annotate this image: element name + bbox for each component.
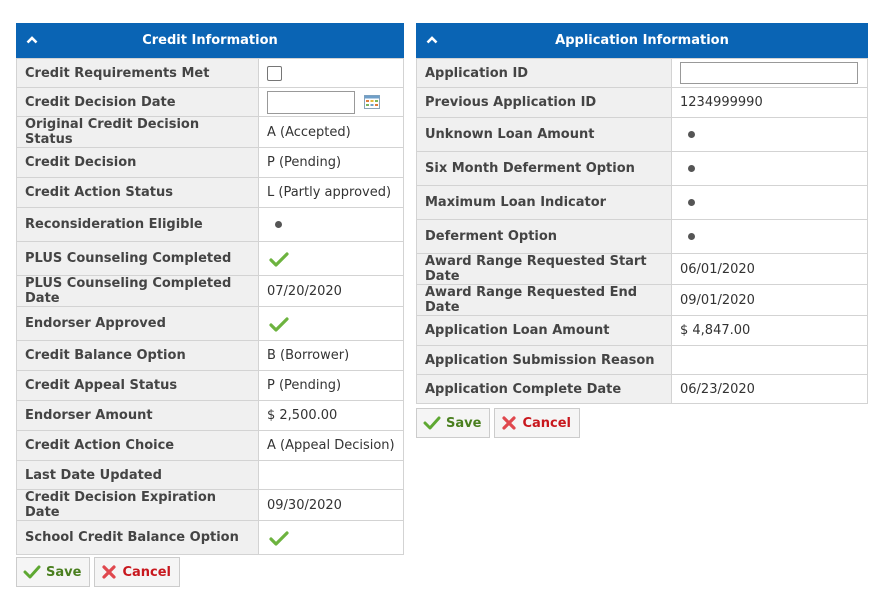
table-row bbox=[17, 341, 404, 371]
application-save-button[interactable] bbox=[416, 408, 490, 438]
row-value bbox=[259, 461, 404, 490]
chevron-up-icon[interactable] bbox=[26, 34, 38, 46]
checkmark-icon bbox=[269, 251, 289, 267]
row-value: $ 4,847.00 bbox=[672, 316, 868, 346]
save-button-label: Save bbox=[446, 415, 482, 431]
row-label: Credit Decision Expiration Date bbox=[17, 490, 259, 521]
cancel-button-label: Cancel bbox=[122, 564, 171, 580]
row-label: PLUS Counseling Completed bbox=[17, 242, 259, 276]
row-value: 07/20/2020 bbox=[259, 276, 404, 307]
table-row bbox=[417, 186, 868, 220]
save-check-icon bbox=[423, 416, 441, 430]
table-row bbox=[17, 401, 404, 431]
table-row bbox=[17, 371, 404, 401]
row-label: Maximum Loan Indicator bbox=[417, 186, 672, 220]
row-label: Reconsideration Eligible bbox=[17, 208, 259, 242]
table-row bbox=[417, 375, 868, 404]
cancel-button-label: Cancel bbox=[522, 415, 571, 431]
table-row bbox=[17, 242, 404, 276]
credit-decision-date-input[interactable] bbox=[267, 91, 355, 114]
row-label: Previous Application ID bbox=[417, 88, 672, 118]
row-label: Credit Appeal Status bbox=[17, 371, 259, 401]
row-label: School Credit Balance Option bbox=[17, 521, 259, 555]
row-label: Endorser Approved bbox=[17, 307, 259, 341]
credit-button-bar bbox=[16, 557, 180, 587]
table-row bbox=[17, 59, 404, 88]
row-label: Six Month Deferment Option bbox=[417, 152, 672, 186]
table-row bbox=[417, 88, 868, 118]
cancel-x-icon bbox=[101, 564, 117, 580]
table-row bbox=[17, 490, 404, 521]
table-row bbox=[417, 316, 868, 346]
table-row bbox=[17, 431, 404, 461]
calendar-icon[interactable] bbox=[364, 95, 380, 109]
row-label: Last Date Updated bbox=[17, 461, 259, 490]
row-value: A (Appeal Decision) bbox=[259, 431, 404, 461]
table-row bbox=[417, 59, 868, 88]
row-label: Endorser Amount bbox=[17, 401, 259, 431]
row-label: Credit Balance Option bbox=[17, 341, 259, 371]
table-row bbox=[417, 285, 868, 316]
checkmark-icon bbox=[269, 530, 289, 546]
table-row bbox=[17, 208, 404, 242]
row-value: 09/01/2020 bbox=[672, 285, 868, 316]
table-row bbox=[17, 276, 404, 307]
credit-cancel-button[interactable] bbox=[94, 557, 180, 587]
checkmark-icon bbox=[269, 316, 289, 332]
application-button-bar bbox=[416, 408, 580, 438]
credit-information-panel bbox=[16, 23, 404, 555]
application-information-panel bbox=[416, 23, 868, 404]
application-id-input[interactable] bbox=[680, 62, 858, 84]
table-row bbox=[417, 118, 868, 152]
table-row bbox=[17, 521, 404, 555]
table-row bbox=[417, 254, 868, 285]
row-value: P (Pending) bbox=[259, 148, 404, 178]
credit-table bbox=[16, 58, 404, 555]
table-row bbox=[17, 307, 404, 341]
row-label: Application Loan Amount bbox=[417, 316, 672, 346]
row-value: P (Pending) bbox=[259, 371, 404, 401]
row-label: Credit Action Status bbox=[17, 178, 259, 208]
dot-icon bbox=[688, 165, 695, 172]
chevron-up-icon[interactable] bbox=[426, 34, 438, 46]
row-value: 06/01/2020 bbox=[672, 254, 868, 285]
row-value: A (Accepted) bbox=[259, 117, 404, 148]
credit-requirements-met-checkbox[interactable] bbox=[267, 66, 282, 81]
credit-save-button[interactable] bbox=[16, 557, 90, 587]
row-label: Credit Decision bbox=[17, 148, 259, 178]
dot-icon bbox=[688, 131, 695, 138]
row-value bbox=[672, 346, 868, 375]
save-check-icon bbox=[23, 565, 41, 579]
application-table bbox=[416, 58, 868, 404]
table-row bbox=[17, 178, 404, 208]
table-row bbox=[17, 461, 404, 490]
row-value: B (Borrower) bbox=[259, 341, 404, 371]
row-label: PLUS Counseling Completed Date bbox=[17, 276, 259, 307]
row-value: 09/30/2020 bbox=[259, 490, 404, 521]
row-label: Credit Decision Date bbox=[17, 88, 259, 117]
dot-icon bbox=[688, 199, 695, 206]
row-label: Application Complete Date bbox=[417, 375, 672, 404]
row-label: Credit Requirements Met bbox=[17, 59, 259, 88]
row-label: Application ID bbox=[417, 59, 672, 88]
credit-panel-title: Credit Information bbox=[142, 33, 278, 48]
table-row bbox=[417, 346, 868, 375]
application-panel-title: Application Information bbox=[555, 33, 729, 48]
row-value: 06/23/2020 bbox=[672, 375, 868, 404]
table-row bbox=[17, 148, 404, 178]
cancel-x-icon bbox=[501, 415, 517, 431]
table-row bbox=[17, 88, 404, 117]
table-row bbox=[417, 220, 868, 254]
row-value: L (Partly approved) bbox=[259, 178, 404, 208]
dot-icon bbox=[275, 221, 282, 228]
application-panel-header[interactable] bbox=[416, 23, 868, 58]
credit-panel-header[interactable] bbox=[16, 23, 404, 58]
row-label: Original Credit Decision Status bbox=[17, 117, 259, 148]
table-row bbox=[417, 152, 868, 186]
row-value: $ 2,500.00 bbox=[259, 401, 404, 431]
row-label: Credit Action Choice bbox=[17, 431, 259, 461]
table-row bbox=[17, 117, 404, 148]
row-label: Deferment Option bbox=[417, 220, 672, 254]
application-cancel-button[interactable] bbox=[494, 408, 580, 438]
row-label: Application Submission Reason bbox=[417, 346, 672, 375]
row-value: 1234999990 bbox=[672, 88, 868, 118]
save-button-label: Save bbox=[46, 564, 82, 580]
row-label: Unknown Loan Amount bbox=[417, 118, 672, 152]
dot-icon bbox=[688, 233, 695, 240]
row-label: Award Range Requested Start Date bbox=[417, 254, 672, 285]
row-label: Award Range Requested End Date bbox=[417, 285, 672, 316]
